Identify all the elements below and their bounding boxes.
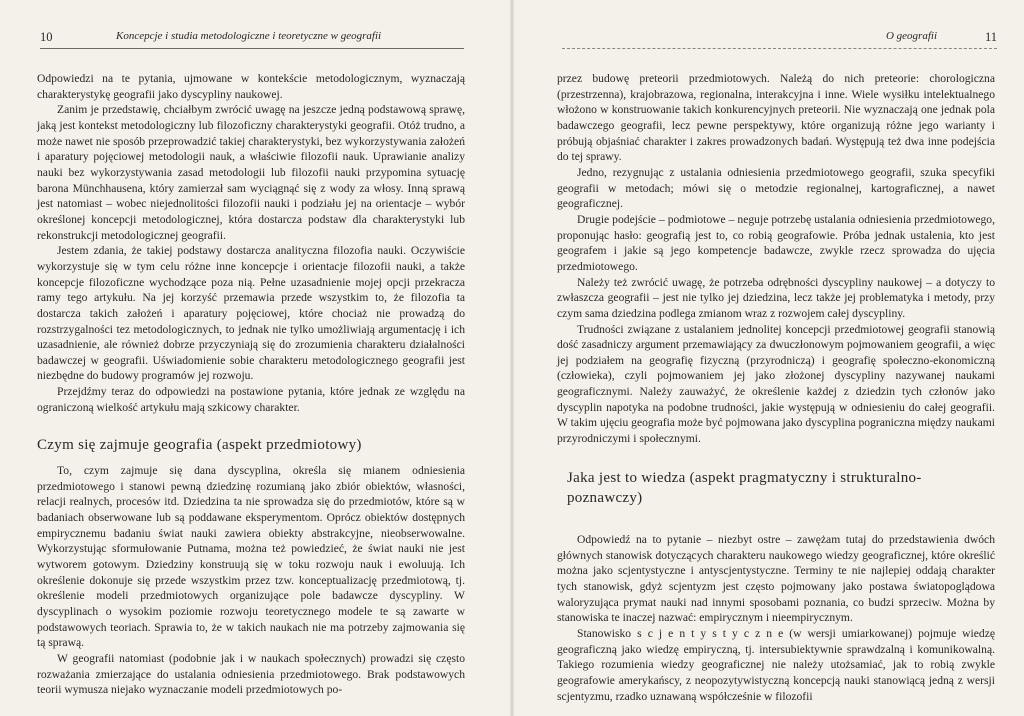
- right-page: [512, 0, 1024, 716]
- page-number: 10: [40, 30, 53, 44]
- running-head: O geografii: [885, 30, 937, 42]
- left-page-body-top: [37, 71, 465, 415]
- right-page-body-top: [557, 71, 995, 447]
- section-title: Czym się zajmuje geografia (aspekt przedmiotowy): [37, 437, 362, 453]
- right-page-header: [562, 30, 997, 49]
- paragraph: W geografii natomiast (podobnie jak i w naukach społecznych) prowadzi się często rozważania zmierzające do ustalania odniesienia przedmiotowego. Brak podstawowych teorii wymusza niejako wyznaczanie modeli przedmiotowych po-: [37, 651, 465, 697]
- page-number: 11: [984, 30, 997, 44]
- paragraph: Odpowiedź na to pytanie – niezbyt ostre – zawężam tutaj do przedstawienia dwóch głównych stanowisk dotyczących charakteru naukowego wiedzy geograficznej, które określić można jako scjentystyczne i antyscjentystyczne. Terminy te nie najlepiej oddają charakter tych stanowisk, gdyż scjentyzm jest często pojmowany jako postawa światopoglądowa waloryzująca prymat nauki nad innymi sposobami poznania, co budzi sprzeciw. Można by stanowiska te inaczej nazwać: empirycznym i nieempirycznym.: [557, 533, 995, 625]
- paragraph: Drugie podejście – podmiotowe – neguje potrzebę ustalania odniesienia przedmiotowego, proponując hasło: geografią jest to, co robią geografowie. Próba jednak ustalenia, kto jest geografem i jakie są jego kompetencje badawcze, zwykle rzecz sprowadza do ujęcia przedmiotowego.: [557, 212, 995, 273]
- section-title: Jaka jest to wiedza (aspekt pragmatyczny i strukturalno-poznawczy): [567, 470, 922, 506]
- paragraph: Należy też zwrócić uwagę, że potrzeba odrębności dyscypliny naukowej – a dotyczy to zwłaszcza geografii – jest nie tylko jej dziedzina, lecz także jej problematyka i metody, przy czym sama dziedzina podlega zmianom wraz z rozwojem całej dyscypliny.: [557, 275, 995, 320]
- paragraph: Stanowisko s c j e n t y s t y c z n e (w wersji umiarkowanej) pojmuje wiedzę geograficzną jako wiedzę empiryczną, tj. intersubiektywnie sprawdzalną i komunikowalną. Takiego rozumienia wiedzy geograficznej nie należy utożsamiać, jak to robią zwykle geografowie amerykańscy, z neopozytywistyczną koncepcją nauki stanowiącą jedną z wersji scjentyzmu, rzadko uznawaną współcześnie w filozofii: [557, 626, 995, 703]
- right-page-body-bottom: [557, 532, 995, 704]
- paragraph: Odpowiedzi na te pytania, ujmowane w kontekście metodologicznym, wyznaczają charakterystykę geografii jako dyscypliny naukowej.: [37, 72, 465, 101]
- paragraph: Przejdźmy teraz do odpowiedzi na postawione pytania, które jednak ze względu na ograniczoną wielkość artykułu mają szkicowy charakter.: [37, 385, 465, 414]
- paragraph: Zanim je przedstawię, chciałbym zwrócić uwagę na jeszcze jedną podstawową sprawę, jaką jest kontekst metodologiczny lub filozoficzny charakterystyki geografii. Otóż trudno, a może nawet nie sposób przeprowadzić takiej charakterystyki, bez wykorzystywania założeń i aparatury pojęciowej metodologii nauk, a właściwie filozofii nauk. Uprawianie analizy nauki bez wykorzystywania zasad metodologii lub filozofii nauki przypomina sytuację barona Münchhausena, który zamierzał sam wyciągnąć się z wody za włosy. Inną sprawą jest natomiast – wobec niejednolitości filozofii nauki i podziału jej na orientacje – wybór określonej koncepcji metodologicznej, która dostarcza podstaw dla charakterystyki lub rekonstrukcji metodologicznej geografii.: [37, 103, 465, 242]
- paragraph: Trudności związane z ustalaniem jednolitej koncepcji przedmiotowej geografii stanowią dość zasadniczy argument przemawiający za dwuczłonowym pojmowaniem geografii, a więc jej podziałem na geografię fizyczną (przyrodniczą) i geografię społeczno-ekonomiczną (człowieka), czyli pojmowaniem jej jako złożonej dyscypliny nazywanej naukami geograficznymi. Należy zauważyć, że określenie każdej z dziedzin tych członów jako dyscyplin napotyka na podobne trudności, jakie występują w odniesieniu do całej geografii. W takim ujęciu geografia może być pojmowana jako dyscyplina pograniczna między naukami przyrodniczymi i społecznymi.: [557, 322, 995, 446]
- running-head: Koncepcje i studia metodologiczne i teoretyczne w geografii: [116, 30, 382, 42]
- left-page-body-bottom: [37, 463, 465, 698]
- paragraph: To, czym zajmuje się dana dyscyplina, określa się mianem odniesienia przedmiotowego i stanowi pewną dziedzinę rozumianą jako zbiór obiektów, własności, relacji realnych, procesów itd. Dziedzina ta nie sprowadza się do przedmiotów, które są w badaniach obserwowane lub są poddawane eksperymentom. Oprócz obiektów dostępnych empirycznemu badaniu świat nauki zawiera obiekty abstrakcyjne, nieobserwowalne. Wykorzystując sformułowanie Putnama, można też powiedzieć, że świat nauki nie jest wytworem gotowym. Dziedziny konstruują się w toku rozwoju nauk i ewoluują. Ich określenie dokonuje się przede wszystkim przez tzw. konceptualizację przedmiotową, tj. określenie modeli przedmiotowych organizujące pole badawcze dyscypliny. W dyscyplinach o wysokim poziomie rozwoju teoretycznego modele te są zawarte w podstawowych teoriach. Sprawia to, że w takich naukach nie ma potrzeby zajmowania się tą sprawą.: [37, 464, 465, 650]
- left-page-header: [40, 30, 464, 49]
- paragraph: przez budowę preteorii przedmiotowych. Należą do nich preteorie: chorologiczna (przestrzenna), krajobrazowa, regionalna, interakcyjna i inne. Wiele wysiłku intelektualnego włożono w konstruowanie takich konkurencyjnych preteorii. Nie wyznaczają one jednak pola badawczego geografii, lecz pewne perspektywy, które organizują różne jego warianty i próbują objaśniać charakter i zakres prowadzonych badań. Występują też dwa inne podejścia do tej sprawy.: [557, 72, 995, 164]
- paragraph: Jestem zdania, że takiej podstawy dostarcza analityczna filozofia nauki. Oczywiście wykorzystuje się w tym celu różne inne koncepcje i orientacje filozofii nauki, a także koncepcje filozoficzne wychodzące poza nią. Pełne uzasadnienie mojej opcji przekracza ramy tego artykułu. Na jej korzyść przemawia przede wszystkim to, że filozofia ta dostarcza takich założeń i aparatury pojęciowej, które chociaż nie prowadzą do rozstrzygalności tez metodologicznych, to jednak nie tylko umożliwiają argumentację i ich uzasadnienie, ale również dobrze przyczyniają się do zrozumienia charakteru działalności badawczej w geografii. Uświadomienie sobie charakteru metodologicznego geografii jest niezbędne do budowy programów jej rozwoju.: [37, 244, 465, 383]
- paragraph: Jedno, rezygnując z ustalania odniesienia przedmiotowego geografii, szuka specyfiki geografii w metodach; mówi się o metodzie regionalnej, kartograficznej, a nawet geograficznej.: [557, 165, 995, 211]
